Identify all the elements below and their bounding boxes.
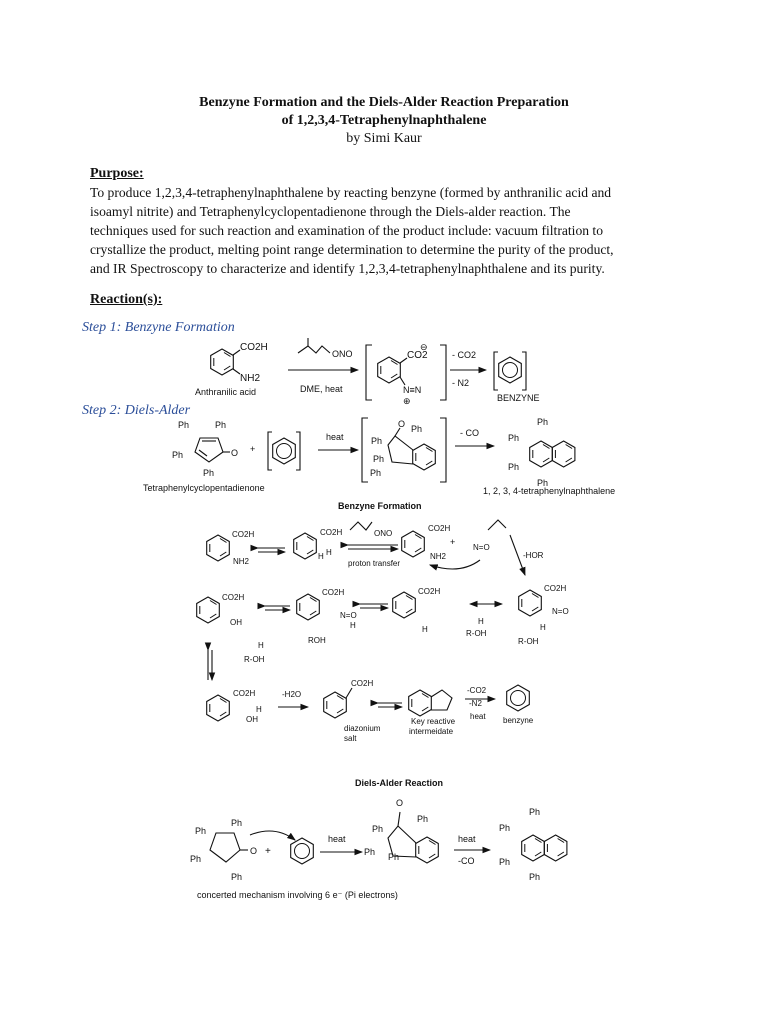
co2h-label: CO2H xyxy=(320,528,343,537)
step2-label: Step 2: Diels-Alder xyxy=(82,403,191,418)
benzyne-label: BENZYNE xyxy=(497,393,540,403)
isoamyl-nitrite-arrow xyxy=(288,338,358,394)
purpose-line: techniques used for such reaction and examination of the product include: vacuum filtration to xyxy=(90,223,604,238)
ono-label: ONO xyxy=(332,349,353,359)
heat-label: heat xyxy=(328,834,346,844)
h-label: H xyxy=(256,705,262,714)
nh2-label: NH2 xyxy=(240,373,261,384)
diazonium-carboxylate-intermediate xyxy=(366,342,446,406)
ph-label: Ph xyxy=(388,852,400,862)
ph-label: Ph xyxy=(364,847,376,857)
loss-of-co2-n2-arrow xyxy=(450,350,486,388)
ph-label: Ph xyxy=(508,433,520,443)
minus-hor-label: -HOR xyxy=(523,551,544,560)
heat-arrow-1 xyxy=(318,432,358,450)
carboxylate-label: CO2H xyxy=(418,587,441,596)
carboxylate-label: CO2H xyxy=(351,679,374,688)
ketone-o-label: O xyxy=(250,846,258,856)
bridge-o-label: O xyxy=(398,419,406,429)
ph-label: Ph xyxy=(411,424,423,434)
anthranilic-acid-structure xyxy=(195,342,268,397)
salt-label: salt xyxy=(344,734,357,743)
conditions-label: DME, heat xyxy=(300,384,343,394)
diels-alder-scheme xyxy=(190,798,567,900)
ph-label: Ph xyxy=(195,826,207,836)
ph-label: Ph xyxy=(370,468,382,478)
anthranilic-acid-label: Anthranilic acid xyxy=(195,387,257,397)
minus-co2-label: -CO2 xyxy=(467,686,487,695)
ketone-o-label: O xyxy=(231,448,239,458)
r-oh-label: R-OH xyxy=(244,655,265,664)
h-label: H xyxy=(540,623,546,632)
author-line: by Simi Kaur xyxy=(346,131,422,146)
ph-label: Ph xyxy=(215,420,227,430)
ph-label: Ph xyxy=(537,417,549,427)
ph-label: Ph xyxy=(371,436,383,446)
diels-alder-title: Diels-Alder Reaction xyxy=(355,778,444,788)
mechanism-row-2 xyxy=(197,584,569,664)
h-label: H xyxy=(350,621,356,630)
ph-label: Ph xyxy=(372,824,384,834)
concerted-mechanism-caption: concerted mechanism involving 6 e⁻ (Pi electrons) xyxy=(197,890,398,900)
document-title-line2: of 1,2,3,4-Tetraphenylnaphthalene xyxy=(281,113,487,128)
key-reactive-label: Key reactive xyxy=(411,717,456,726)
ph-label: Ph xyxy=(373,454,385,464)
plus-sign: + xyxy=(250,444,256,454)
ph-label: Ph xyxy=(529,872,541,882)
plus-sign: + xyxy=(450,537,456,547)
benzyne-label: benzyne xyxy=(503,716,534,725)
carboxylate-label: CO2H xyxy=(544,584,567,593)
mechanism-row-3 xyxy=(207,679,534,743)
document-title-line1: Benzyne Formation and the Diels-Alder Reaction Preparation xyxy=(199,95,569,110)
h-label: H xyxy=(422,625,428,634)
ph-label: Ph xyxy=(231,818,243,828)
n-o-label: N=O xyxy=(473,543,490,552)
step1-label: Step 1: Benzyne Formation xyxy=(82,320,235,335)
tetraphenylnaphthalene-product xyxy=(483,417,615,496)
ph-label: Ph xyxy=(417,814,429,824)
ph-label: Ph xyxy=(178,420,190,430)
intermediate-label: intermeidate xyxy=(409,727,454,736)
benzyne-structure xyxy=(494,352,540,403)
heat-label: heat xyxy=(470,712,486,721)
tpcpd-label: Tetraphenylcyclopentadienone xyxy=(143,483,265,493)
tetraphenylcyclopentadienone-structure xyxy=(143,420,265,493)
mechanism-title: Benzyne Formation xyxy=(338,501,422,511)
carboxylate-label: CO2H xyxy=(233,689,256,698)
loss-of-co-arrow xyxy=(455,428,494,446)
heat-label: heat xyxy=(326,432,344,442)
purpose-line: To produce 1,2,3,4-tetraphenylnaphthalene by reacting benzyne (formed by anthranilic acid and xyxy=(90,185,612,200)
r-oh-label: R-OH xyxy=(518,637,539,646)
mechanism-row-1 xyxy=(207,520,544,575)
oh-label: OH xyxy=(246,715,258,724)
co2h-label: CO2H xyxy=(232,530,255,539)
purpose-line: crystallize the product, melting point range determination to determine the purity of the product, xyxy=(90,242,614,257)
plus-sign: + xyxy=(265,846,271,857)
n-eq-o-label: N=O xyxy=(340,611,357,620)
carboxylate-label: CO2H xyxy=(322,588,345,597)
reactions-heading: Reaction(s): xyxy=(90,292,163,307)
nh2-label: NH2 xyxy=(233,557,250,566)
diazonium-label: diazonium xyxy=(344,724,381,733)
nh2-label: NH2 xyxy=(430,552,447,561)
ph-label: Ph xyxy=(203,468,215,478)
h-label: H xyxy=(478,617,484,626)
ph-label: Ph xyxy=(172,450,184,460)
proton-transfer-label: proton transfer xyxy=(348,559,401,568)
h-label: H xyxy=(326,548,332,557)
ph-label: Ph xyxy=(529,807,541,817)
minus-h2o-label: -H2O xyxy=(282,690,302,699)
r-oh-label: R-OH xyxy=(466,629,487,638)
minus-co-label: -CO xyxy=(458,856,475,866)
positive-charge: ⊕ xyxy=(403,396,411,406)
h-label: H xyxy=(318,552,324,561)
purpose-line: isoamyl nitrite) and Tetraphenylcyclopentadienone through the Diels-alder reaction. The xyxy=(90,204,571,219)
heat-label: heat xyxy=(458,834,476,844)
ph-label: Ph xyxy=(190,854,202,864)
ph-label: Ph xyxy=(499,823,511,833)
ono-label: ONO xyxy=(374,529,393,538)
minus-n2-label: -N2 xyxy=(469,699,482,708)
purpose-heading: Purpose: xyxy=(90,166,144,181)
ph-label: Ph xyxy=(508,462,520,472)
carboxylate-label: CO2H xyxy=(428,524,451,533)
benzyne-reactant xyxy=(268,432,300,470)
co2h-label: CO2H xyxy=(240,342,268,353)
ph-label: Ph xyxy=(499,857,511,867)
n-n-oh-label: OH xyxy=(230,618,242,627)
minus-n2-label: - N2 xyxy=(452,378,470,388)
diazonium-label: N≡N xyxy=(403,385,422,395)
n-eq-o-label: N=O xyxy=(552,607,569,616)
bicyclic-adduct-intermediate xyxy=(362,418,446,482)
negative-charge: ⊖ xyxy=(420,342,428,352)
product-label: 1, 2, 3, 4-tetraphenylnaphthalene xyxy=(483,486,616,496)
carboxylate-label: CO2 xyxy=(407,350,428,361)
ph-label: Ph xyxy=(231,872,243,882)
roh-label: ROH xyxy=(308,636,326,645)
ph-label: Ph xyxy=(537,478,549,488)
minus-co2-label: - CO2 xyxy=(452,350,477,360)
bridge-o-label: O xyxy=(396,798,404,808)
carboxylate-label: CO2H xyxy=(222,593,245,602)
h-label: H xyxy=(258,641,264,650)
purpose-line: and IR Spectroscopy to characterize and identify 1,2,3,4-tetraphenylnaphthalene and its purity. xyxy=(90,261,605,276)
minus-co-label: - CO xyxy=(460,428,479,438)
